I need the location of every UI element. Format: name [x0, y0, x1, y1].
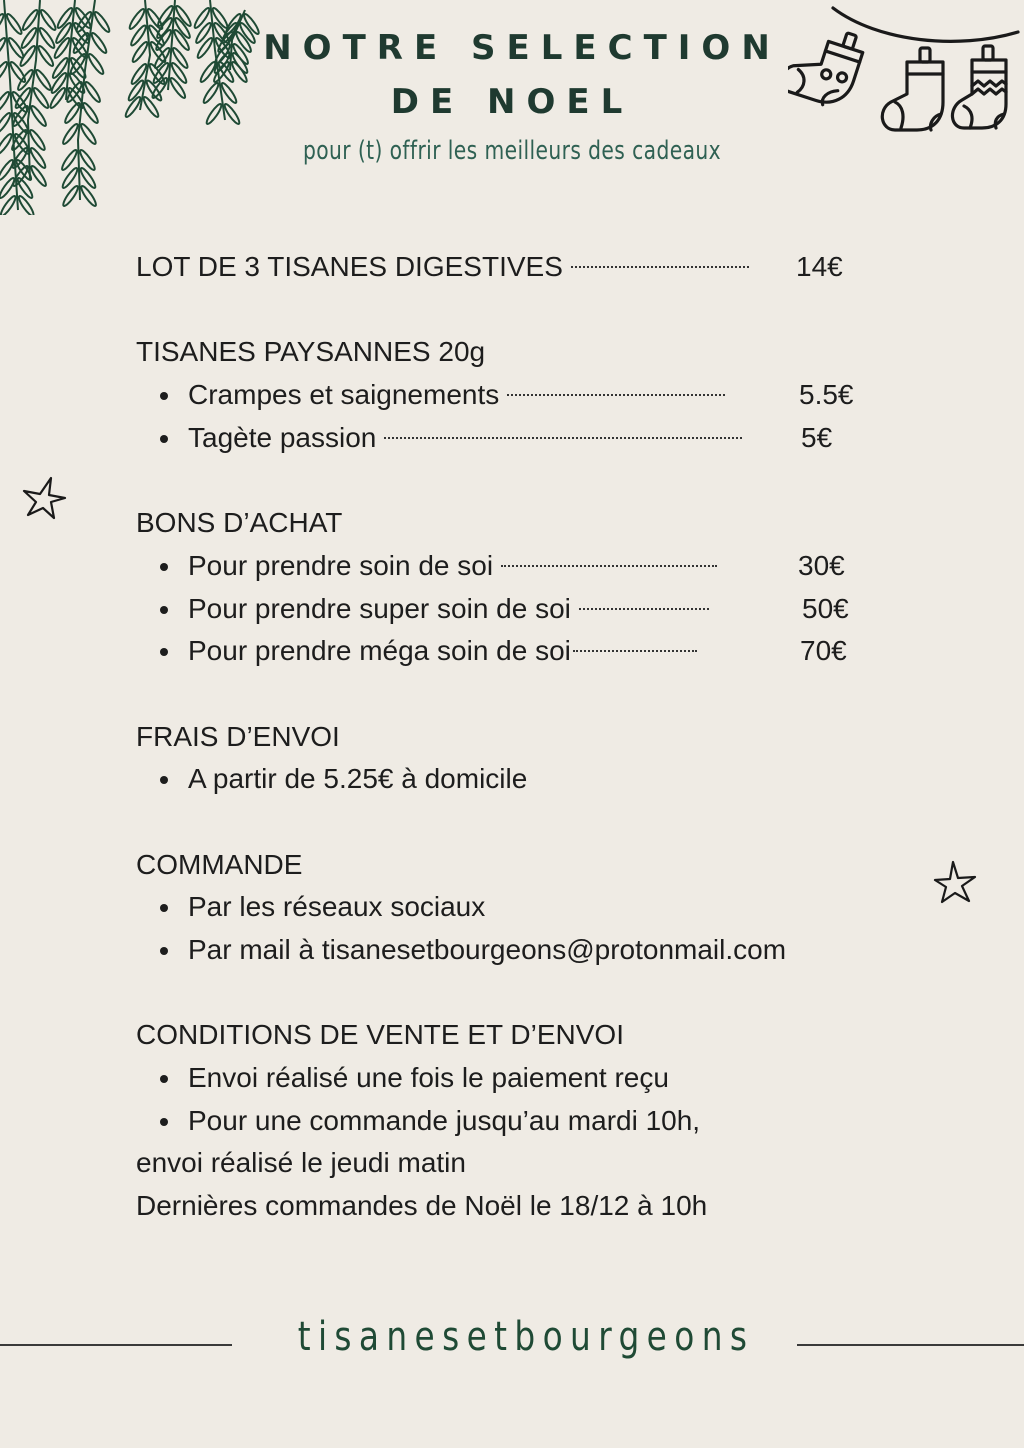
- footer-divider-right: [797, 1344, 1024, 1346]
- list-item: Pour une commande jusqu’au mardi 10h,: [136, 1100, 916, 1143]
- menu-content: [136, 246, 916, 1228]
- section-heading-commande: COMMANDE: [136, 848, 303, 880]
- list-item-email: Par mail à tisanesetbourgeons@protonmail.com: [136, 929, 916, 972]
- product-label: Tagète passion: [188, 421, 377, 453]
- leader-dots: [384, 436, 742, 439]
- leaf: [79, 122, 98, 145]
- leaf: [0, 132, 14, 155]
- section-heading-conditions: CONDITIONS DE VENTE ET D’ENVOI: [136, 1019, 624, 1051]
- leader-dots: [571, 265, 749, 268]
- product-row: [136, 588, 916, 631]
- last-order-notice: Dernières commandes de Noël le 18/12 à 10h: [136, 1190, 708, 1222]
- product-label: Pour prendre super soin de soi: [188, 592, 571, 624]
- leader-dots: [579, 607, 709, 610]
- product-label: Pour prendre méga soin de soi: [188, 635, 571, 667]
- section-heading-bons: BONS D’ACHAT: [136, 507, 343, 539]
- list-item-continuation: envoi réalisé le jeudi matin: [136, 1147, 466, 1179]
- list-item: A partir de 5.25€ à domicile: [136, 758, 916, 801]
- product-price: 5.5€: [799, 379, 854, 411]
- leader-dots: [501, 564, 717, 567]
- list-item: Envoi réalisé une fois le paiement reçu: [136, 1057, 916, 1100]
- product-label: LOT DE 3 TISANES DIGESTIVES: [136, 251, 563, 282]
- list-item: Par les réseaux sociaux: [136, 886, 916, 929]
- footer-brand: tisanesetbourgeons: [297, 1314, 755, 1360]
- product-label: Pour prendre soin de soi: [188, 549, 494, 581]
- product-price: 5€: [801, 421, 833, 453]
- product-row: [136, 630, 916, 673]
- product-price: 14€: [796, 251, 843, 282]
- star-icon: [928, 856, 980, 906]
- page-title: NOTRE SELECTION: [263, 28, 781, 68]
- leaf: [193, 6, 212, 29]
- leaf: [61, 122, 80, 145]
- product-row-lot: [136, 246, 916, 289]
- section-heading-frais: FRAIS D’ENVOI: [136, 720, 340, 752]
- product-price: 30€: [798, 549, 845, 581]
- product-row: [136, 417, 916, 460]
- leader-dots: [507, 393, 725, 396]
- product-label: Crampes et saignements: [188, 379, 500, 411]
- leader-dots: [573, 649, 697, 652]
- product-price: 50€: [802, 592, 849, 624]
- product-row: [136, 374, 916, 417]
- page-subtitle: pour (t) offrir les meilleurs des cadeaux: [302, 136, 722, 166]
- section-heading-tisanes: TISANES PAYSANNES 20g: [136, 336, 486, 368]
- product-price: 70€: [800, 635, 847, 667]
- footer-divider-left: [0, 1344, 232, 1346]
- page-title-line2: DE NOEL: [390, 82, 634, 122]
- star-icon: [18, 472, 68, 524]
- leaf: [156, 4, 175, 27]
- product-row: [136, 545, 916, 588]
